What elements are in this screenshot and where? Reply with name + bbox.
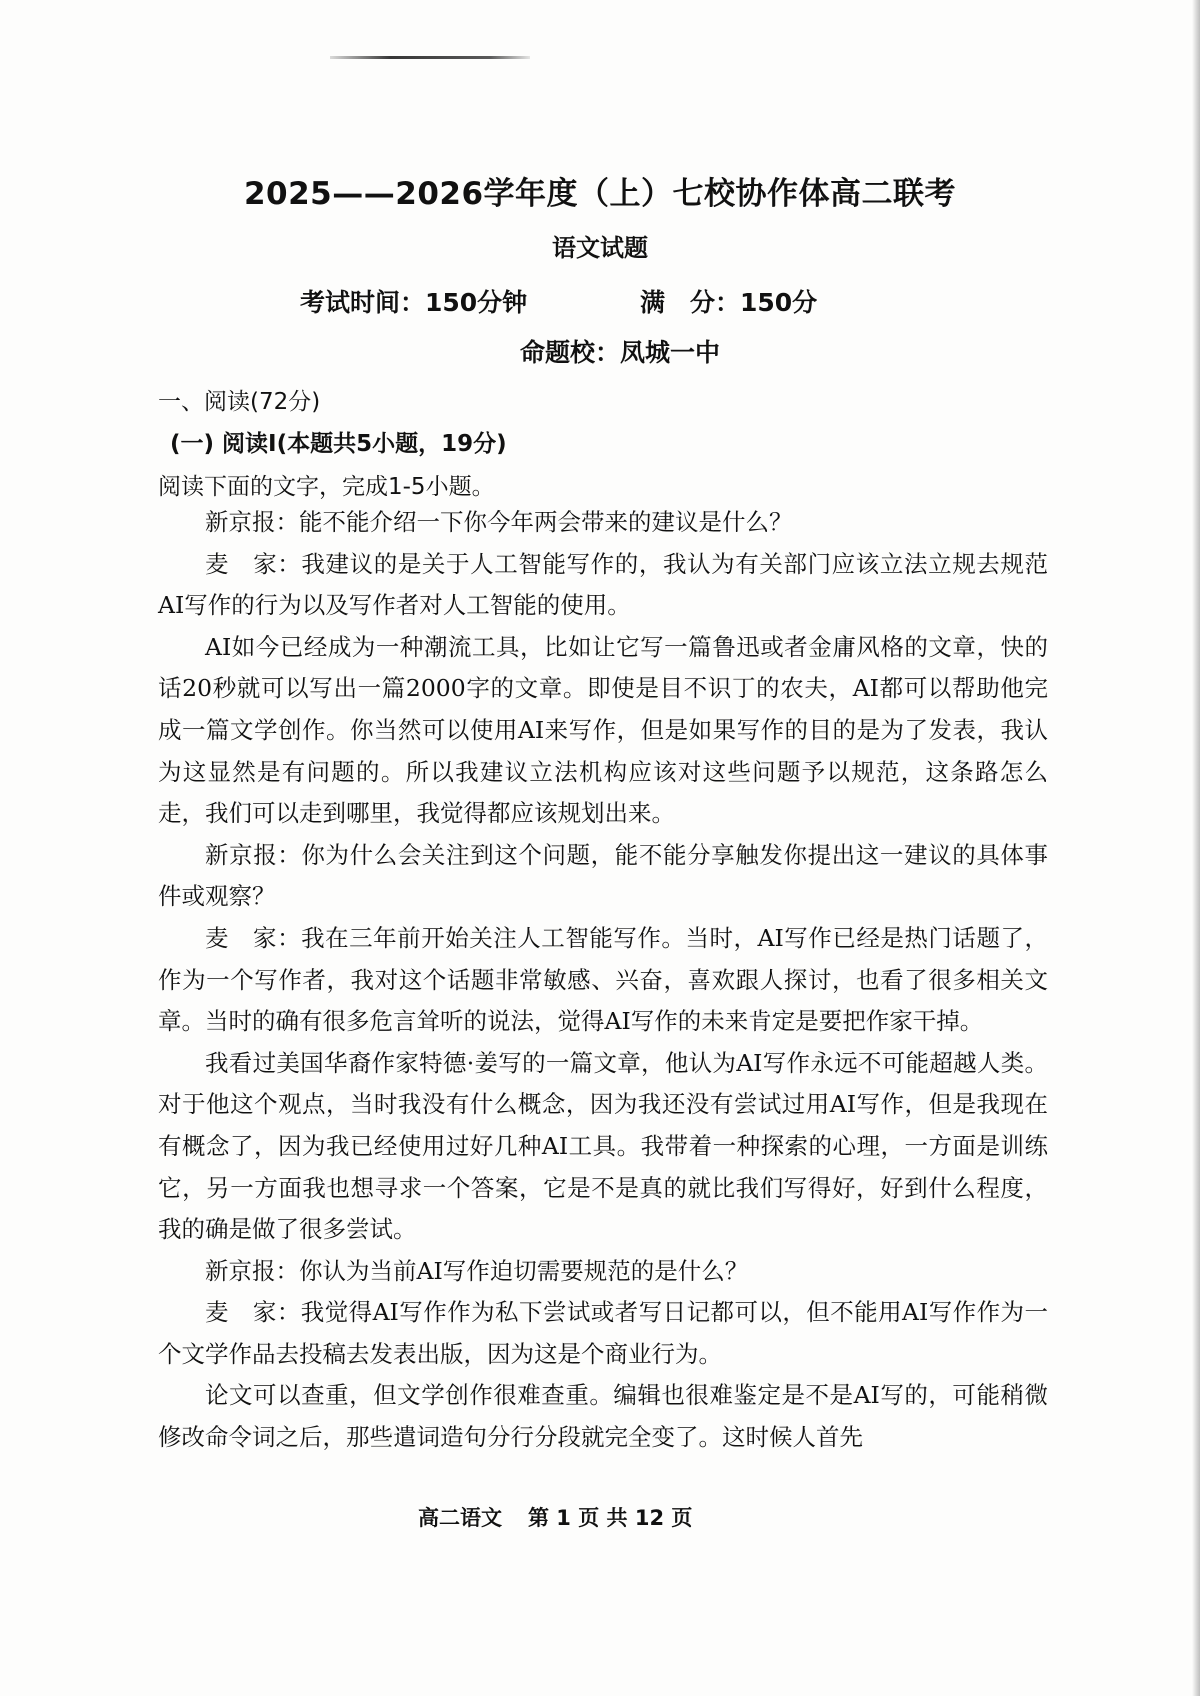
reading-passage bbox=[158, 502, 1048, 1459]
scan-artifact-line bbox=[330, 56, 530, 59]
speaker-label: 麦 家： bbox=[205, 923, 302, 952]
question-school: 命题校：凤城一中 bbox=[519, 338, 720, 367]
paragraph-text: AI如今已经成为一种潮流工具，比如让它写一篇鲁迅或者金庸风格的文章，快的话20秒就可以写出一篇2000字的文章。即使是目不识丁的农夫，AI都可以帮助他完成一篇文学创作。你当然可以使用AI来写作，但是如果写作的目的是为了发表，我认为这显然是有问题的。所以我建议立法机构应该对这些问题予以规范，这条路怎么走，我们可以走到哪里，我觉得都应该规划出来。 bbox=[158, 632, 1048, 828]
speaker-label: 新京报： bbox=[205, 508, 299, 536]
exam-title: 2025——2026学年度（上）七校协作体高二联考 bbox=[243, 176, 957, 212]
paragraph bbox=[158, 627, 1048, 835]
reading-instruction: 阅读下面的文字，完成1-5小题。 bbox=[158, 474, 495, 500]
paragraph bbox=[158, 1043, 1048, 1251]
exam-time: 考试时间：150分钟 bbox=[300, 288, 528, 317]
paragraph-text: 论文可以查重，但文学创作很难查重。编辑也很难鉴定是不是AI写的，可能稍微修改命令词之后，那些遣词造句分行分段就完全变了。这时候人首先 bbox=[158, 1381, 1048, 1452]
speaker-label: 麦 家： bbox=[205, 549, 302, 578]
paragraph-text: 我看过美国华裔作家特德·姜写的一篇文章，他认为AI写作永远不可能超越人类。对于他这个观点，当时我没有什么概念，因为我还没有尝试过用AI写作，但是我现在有概念了，因为我已经使用过好几种AI工具。我带着一种探索的心理，一方面是训练它，另一方面我也想寻求一个答案，它是不是真的就比我们写得好，好到什么程度，我的确是做了很多尝试。 bbox=[158, 1048, 1048, 1244]
paragraph-text: 我建议的是关于人工智能写作的，我认为有关部门应该立法立规去规范AI写作的行为以及写作者对人工智能的使用。 bbox=[158, 549, 1049, 620]
paragraph bbox=[158, 1292, 1048, 1375]
full-score: 满 分：150分 bbox=[640, 288, 818, 317]
paragraph-text: 能不能介绍一下你今年两会带来的建议是什么？ bbox=[299, 508, 793, 536]
paragraph bbox=[158, 835, 1048, 918]
footer-subject: 高二语文 bbox=[418, 1506, 502, 1530]
paragraph bbox=[158, 918, 1048, 1043]
paragraph-text: 你为什么会关注到这个问题，能不能分享触发你提出这一建议的具体事件或观察？ bbox=[158, 840, 1049, 911]
subsection-heading: (一) 阅读Ⅰ(本题共5小题，19分) bbox=[170, 431, 507, 457]
paragraph bbox=[158, 544, 1048, 627]
paragraph bbox=[158, 502, 1048, 544]
paragraph-text: 我在三年前开始关注人工智能写作。当时，AI写作已经是热门话题了，作为一个写作者，我对这个话题非常敏感、兴奋，喜欢跟人探讨，也看了很多相关文章。当时的确有很多危言耸听的说法，觉得AI写作的未来肯定是要把作家干掉。 bbox=[158, 923, 1048, 1036]
paragraph bbox=[158, 1251, 1048, 1293]
speaker-label: 新京报： bbox=[205, 840, 302, 869]
exam-subtitle: 语文试题 bbox=[552, 234, 648, 262]
speaker-label: 麦 家： bbox=[205, 1298, 301, 1327]
paragraph-text: 我觉得AI写作作为私下尝试或者写日记都可以，但不能用AI写作作为一个文学作品去投稿去发表出版，因为这是个商业行为。 bbox=[158, 1298, 1048, 1368]
section-heading: 一、阅读(72分) bbox=[158, 389, 321, 415]
footer-page-number: 第 1 页 共 12 页 bbox=[528, 1506, 693, 1530]
paragraph-text: 你认为当前AI写作迫切需要规范的是什么？ bbox=[299, 1256, 749, 1285]
speaker-label: 新京报： bbox=[205, 1256, 299, 1285]
paragraph bbox=[158, 1375, 1048, 1458]
